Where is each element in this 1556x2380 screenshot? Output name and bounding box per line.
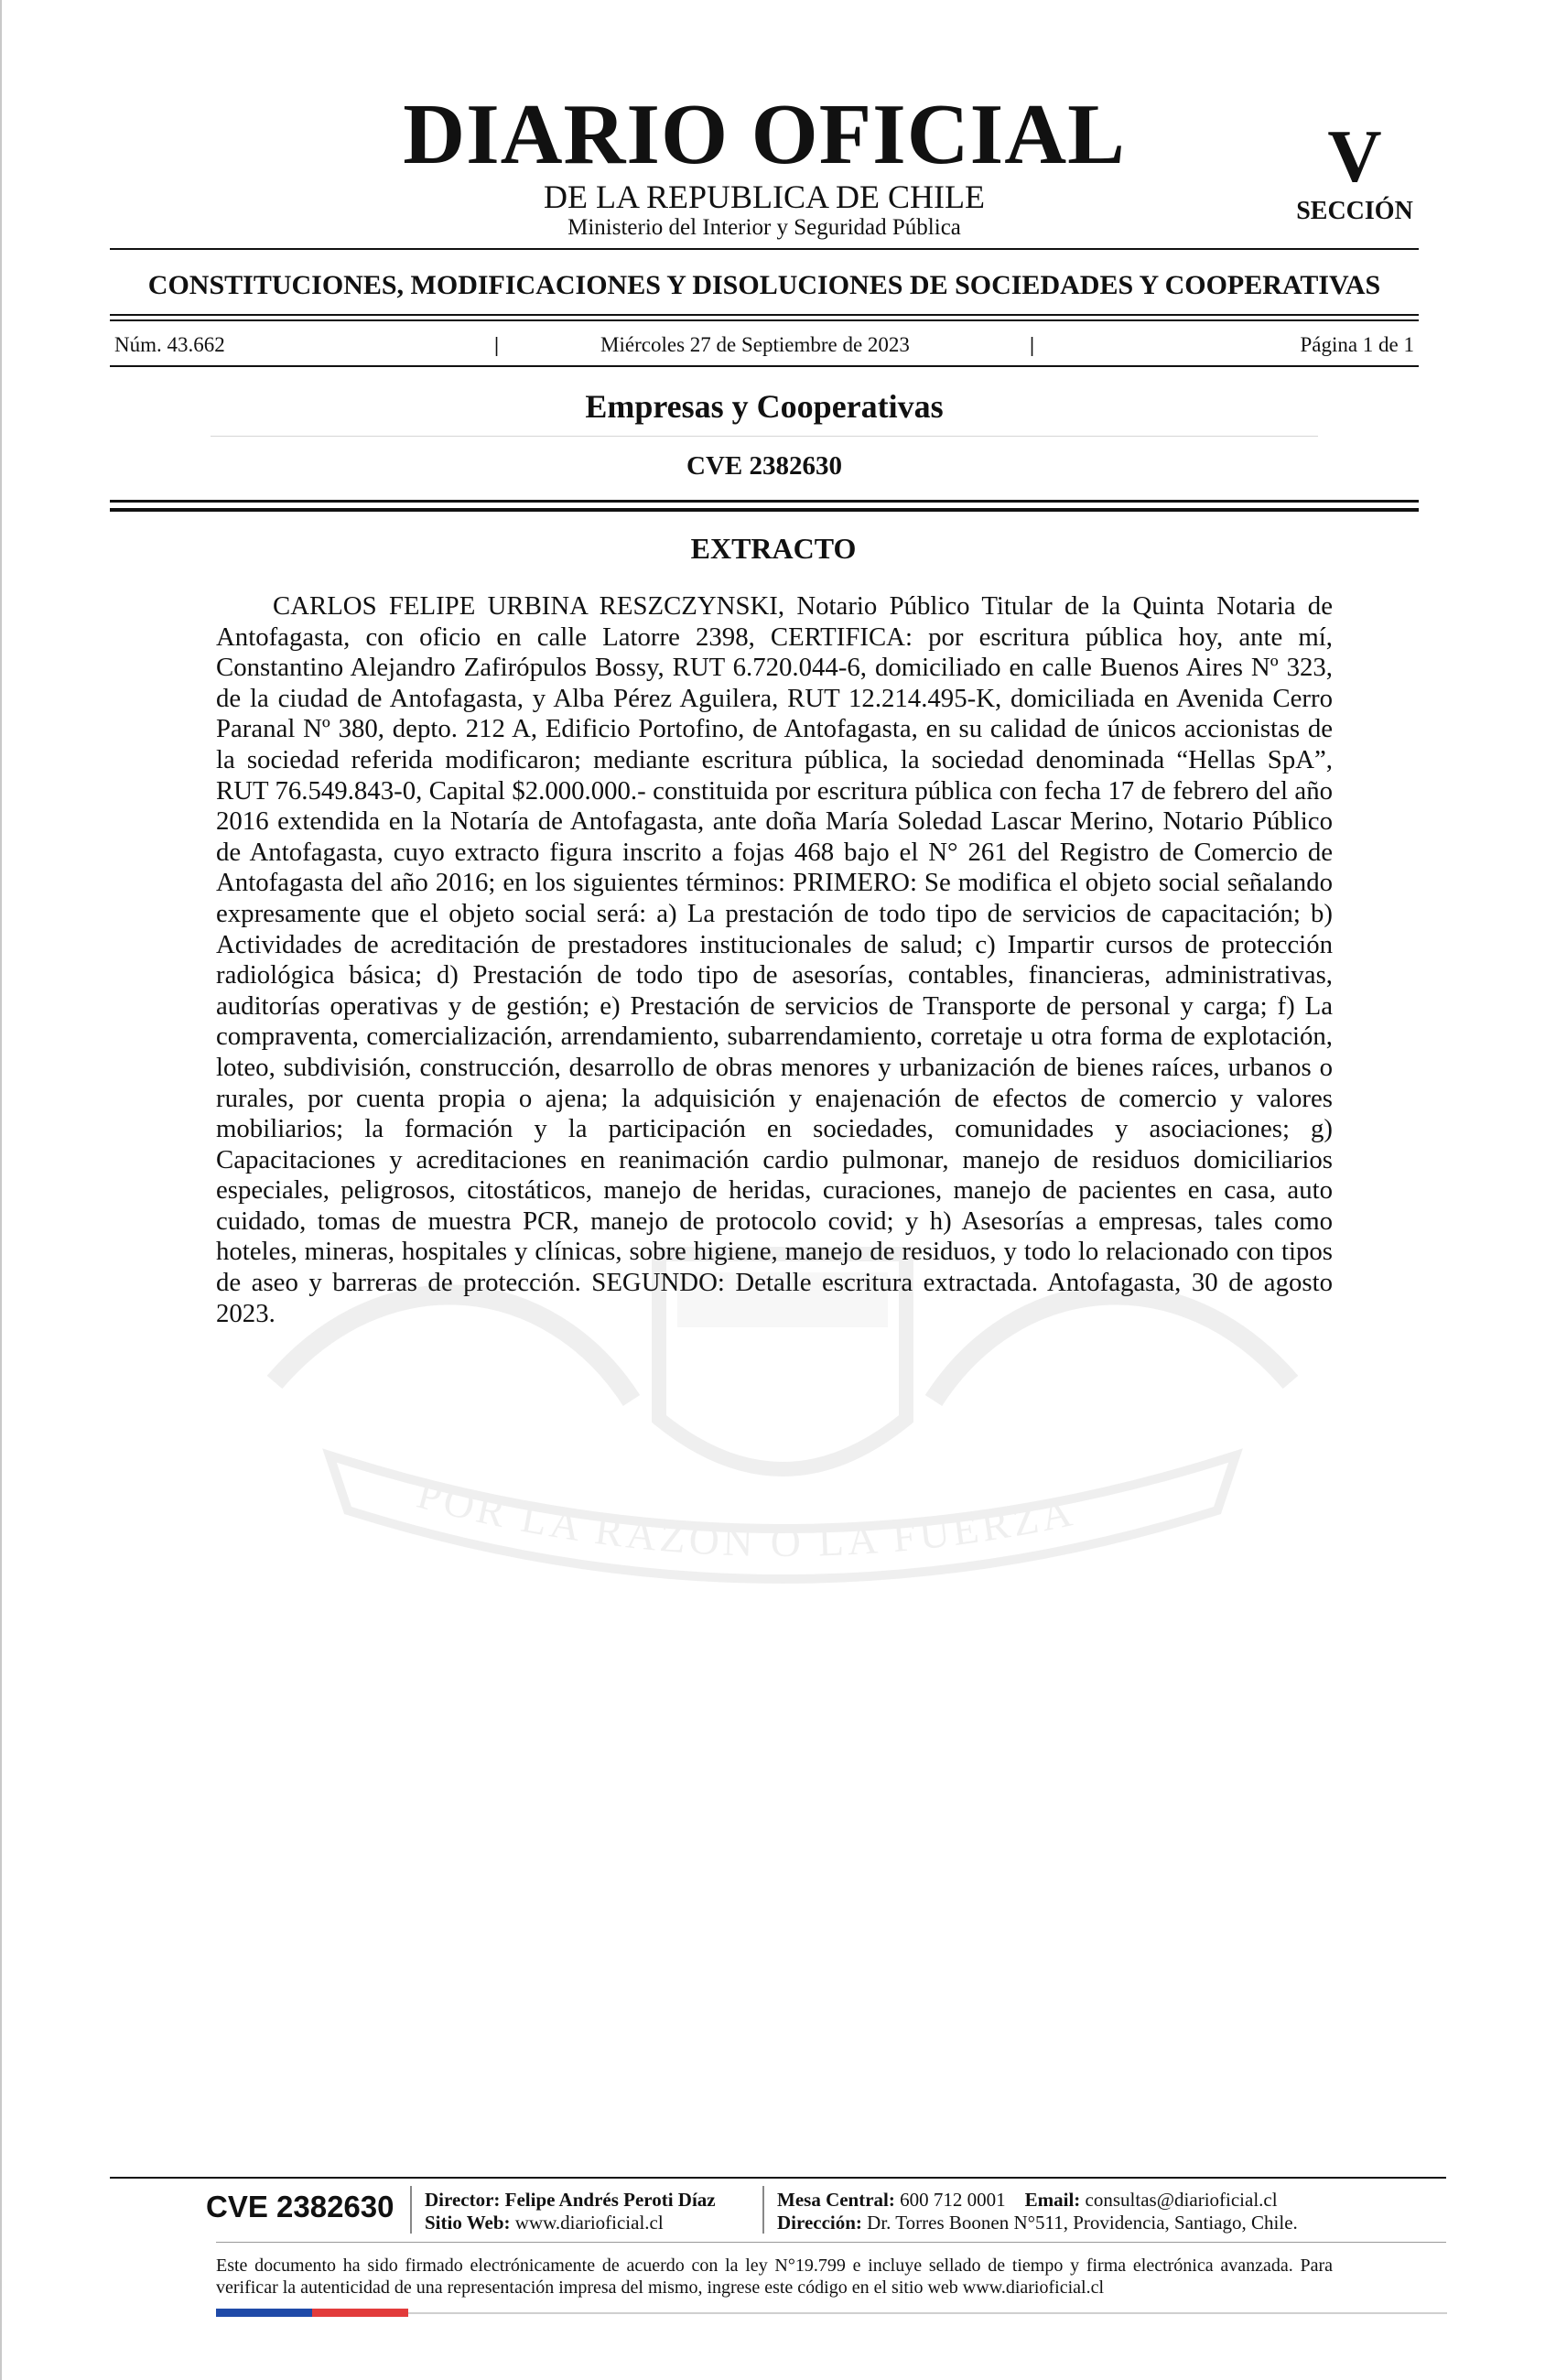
page-indicator: Página 1 de 1 [1300,333,1414,356]
footer-cve-code: CVE 2382630 [206,2190,394,2223]
newspaper-title: DIARIO OFICIAL [403,87,1126,182]
mesa-value: 600 712 0001 [900,2189,1006,2211]
director-label: Director: [425,2189,501,2211]
address-value: Dr. Torres Boonen N°511, Providencia, Santiago, Chile. [867,2212,1298,2234]
info-rule [110,365,1419,367]
footer-contact-block [777,2189,1298,2234]
website-link[interactable]: www.diarioficial.cl [514,2212,664,2234]
ministry-line: Ministerio del Interior y Seguridad Pública [567,215,961,240]
email-label: Email: [1024,2189,1081,2211]
newspaper-subtitle: DE LA REPUBLICA DE CHILE [544,178,985,215]
footer-divider [762,2186,764,2234]
separator: | [494,333,500,356]
heading-divider [211,436,1318,437]
section-letter: V [1327,114,1382,198]
header-rule-top [110,248,1419,250]
issue-number: Núm. 43.662 [114,333,225,356]
watermark-motto: POR LA RAZON O LA FUERZA [412,1469,1080,1566]
extract-title: EXTRACTO [690,532,857,565]
header-rule-mid-2 [110,319,1419,321]
signature-note: Este documento ha sido firmado electrónicamente de acuerdo con la ley N°19.799 e incluye sellado de tiempo y firma electrónica avanzada. Para verificar la autenticidad de una representación impresa del mismo, ingrese este código en el sitio web www.diarioficial.cl [216,2256,1333,2298]
email-link[interactable]: consultas@diarioficial.cl [1085,2189,1278,2211]
section-label: SECCIÓN [1296,197,1413,225]
flag-red [312,2309,408,2317]
separator: | [1030,333,1035,356]
cve-code: CVE 2382630 [686,451,842,481]
header-rule-mid [110,314,1419,316]
category-title: CONSTITUCIONES, MODIFICACIONES Y DISOLUCIONES DE SOCIEDADES Y COOPERATIVAS [147,270,1381,300]
mesa-label: Mesa Central: [777,2189,895,2211]
section-heading: Empresas y Cooperativas [585,388,944,425]
address-label: Dirección: [777,2212,862,2234]
footer-divider [410,2186,412,2234]
flag-blue [216,2309,312,2317]
body-rule-bottom [110,508,1419,512]
footer-rule [110,2177,1446,2179]
extract-body: CARLOS FELIPE URBINA RESZCZYNSKI, Notario Público Titular de la Quinta Notaria de Antofagasta, con oficio en calle Latorre 2398, CERTIFICA: por escritura pública hoy, ante mí, Constantino Alejandro Zafirópulos Bossy, RUT 6.720.044-6, domiciliado en calle Buenos Aires Nº 323, de la ciudad de Antofagasta, y Alba Pérez Aguilera, RUT 12.214.495-K, domiciliada en Avenida Cerro Paranal Nº 380, depto. 212 A, Edificio Portofino, de Antofagasta, en su calidad de únicos accionistas de la sociedad referida modificaron; mediante escritura pública, la sociedad denominada “Hellas SpA”, RUT 76.549.843-0, Capital $2.000.000.- constituida por escritura pública con fecha 17 de febrero del año 2016 extendida en la Notaría de Antofagasta, ante doña María Soledad Lascar Merino, Notario Público de Antofagasta, cuyo extracto figura inscrito a fojas 468 bajo el N° 261 del Registro de Comercio de Antofagasta del año 2016; en los siguientes términos: PRIMERO: Se modifica el objeto social señalando expresamente que el objeto social será: a) La prestación de todo tipo de servicios de capacitación; b) Actividades de acreditación de prestadores institucionales de salud; c) Impartir cursos de protección radiológica básica; d) Prestación de todo tipo de asesorías, contables, financieras, administrativas, auditorías operativas y de gestión; e) Prestación de servicios de Transporte de personal y carga; f) La compraventa, comercialización, arrendamiento, subarrendamiento, corretaje u otra forma de explotación, loteo, subdivisión, construcción, desarrollo de obras menores y urbanización de bienes raíces, urbanos o rurales, por cuenta propia o ajena; la adquisición y enajenación de efectos de comercio y valores mobiliarios; la formación y la participación en sociedades, comunidades y asociaciones; g) Capacitaciones y acreditaciones en reanimación cardio pulmonar, manejo de residuos domiciliarios especiales, peligrosos, citostáticos, manejo de heridas, curaciones, manejo de pacientes en casa, auto cuidado, tomas de muestra PCR, manejo de protocolo covid; y h) Asesorías a empresas, tales como hoteles, mineras, hospitales y clínicas, sobre higiene, manejo de residuos, y todo lo relacionado con tipos de aseo y barreras de protección. SEGUNDO: Detalle escritura extractada. Antofagasta, 30 de agosto 2023. [216,591,1333,1328]
issue-date: Miércoles 27 de Septiembre de 2023 [600,333,910,356]
issue-info-row [114,331,1414,359]
website-label: Sitio Web: [425,2212,511,2234]
footer-rule-2 [216,2242,1446,2243]
body-rule-top [110,500,1419,503]
footer-director-block [425,2189,716,2234]
director-name: Felipe Andrés Peroti Díaz [504,2189,716,2211]
